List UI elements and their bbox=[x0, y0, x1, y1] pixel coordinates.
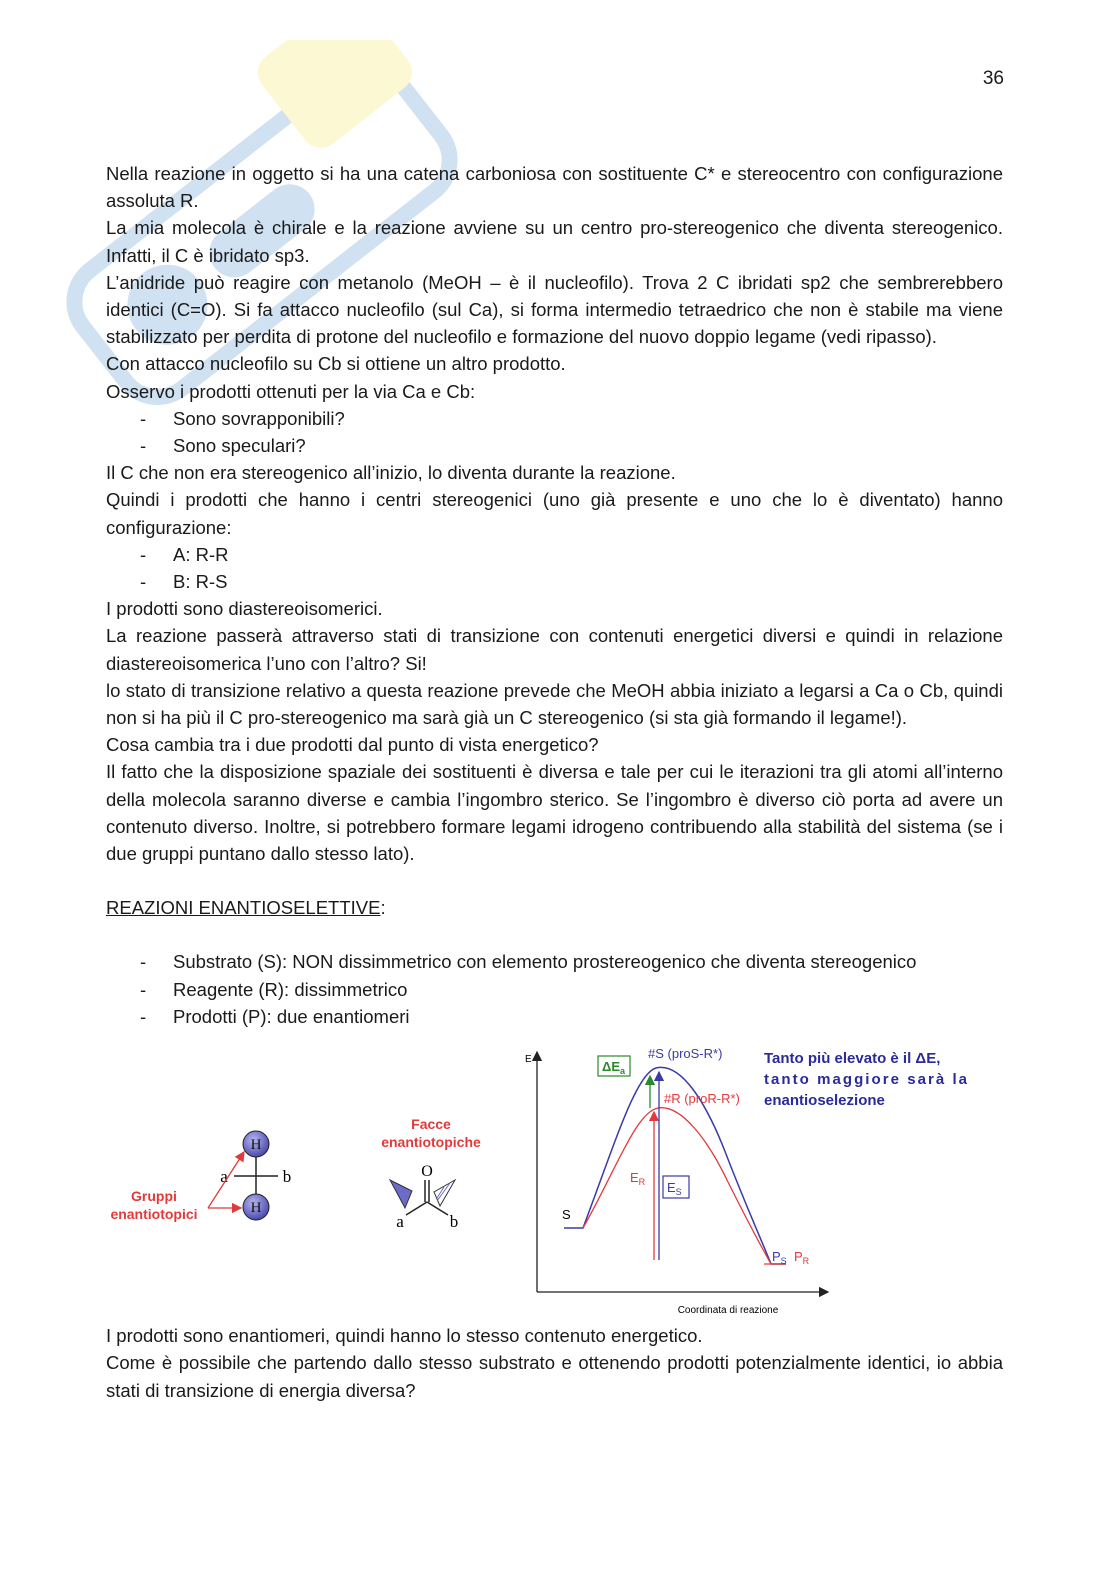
paragraph: Con attacco nucleofilo su Cb si ottiene un altro prodotto. bbox=[106, 353, 566, 375]
atom-h-bottom: H bbox=[250, 1200, 262, 1217]
note-line1: Tanto più elevato è il ΔE, bbox=[764, 1050, 941, 1068]
paragraph: Quindi i prodotti che hanno i centri stereogenici (uno già presente e uno che lo è diventato) hanno configurazione: bbox=[106, 489, 1003, 538]
enantiotopic-groups-diagram bbox=[110, 1131, 291, 1222]
document-body bbox=[106, 160, 1003, 1404]
product-s-label: $P_S$ bbox=[772, 1249, 787, 1267]
paragraph: La mia molecola è chirale e la reazione avviene su un centro pro-stereogenico che diventa stereogenico. Infatti, il C è ibridato sp3. bbox=[106, 217, 1003, 266]
section-heading-line bbox=[106, 894, 1003, 921]
list-item: - Sono sovrapponibili? bbox=[106, 405, 1003, 432]
start-s-label: S bbox=[562, 1207, 571, 1223]
section-heading: REAZIONI ENANTIOSELETTIVE bbox=[106, 897, 381, 919]
paragraph: Nella reazione in oggetto si ha una catena carboniosa con sostituente C* e stereocentro con configurazione assoluta R. bbox=[106, 163, 1003, 212]
x-axis-label: Coordinata di reazione bbox=[677, 1305, 779, 1317]
paragraph: Il C che non era stereogenico all’inizio, lo diventa durante la reazione. bbox=[106, 462, 676, 484]
section-heading-colon: : bbox=[380, 897, 386, 919]
e-r-label: $E_R$ bbox=[630, 1170, 646, 1188]
list-item: - Substrato (S): NON dissimmetrico con elemento prostereogenico che diventa stereogenico bbox=[106, 948, 1003, 975]
faces-label-line1: Facce bbox=[411, 1116, 451, 1133]
paragraph: L’anidride può reagire con metanolo (MeOH – è il nucleofilo). Trova 2 C ibridati sp2 che sembrerebbero identici (C=O). Si fa attacco nucleofilo (sul Ca), si forma intermedio tetraedrico che non è stabile ma viene stabilizzato per perdita di protone del nucleofilo e formazione del nuovo doppio legame (vedi ripasso). bbox=[106, 271, 1003, 348]
paragraph: Osservo i prodotti ottenuti per la via Ca e Cb: bbox=[106, 380, 476, 402]
face-substituent-b: b bbox=[449, 1212, 459, 1232]
list-item: - B: R-S bbox=[106, 568, 1003, 595]
face-wedge-left bbox=[390, 1180, 412, 1208]
atom-h-top: H bbox=[250, 1137, 262, 1154]
paragraph: Come è possibile che partendo dallo stesso substrato e ottenendo prodotti potenzialmente identici, io abbia stati di transizione di energia diversa? bbox=[106, 1352, 1003, 1401]
page-number: 36 bbox=[982, 68, 1004, 89]
energy-diagram bbox=[525, 1046, 968, 1316]
paragraph: lo stato di transizione relativo a questa reazione prevede che MeOH abbia iniziato a legarsi a Ca o Cb, quindi non si ha più il C pro-stereogenico ma sarà già un C stereogenico (si sta già formando il legame!). bbox=[106, 679, 1003, 729]
ts-r-label: #R (proR-R*) bbox=[664, 1091, 740, 1107]
enantiotopic-faces-diagram bbox=[381, 1116, 481, 1231]
y-axis-label: E bbox=[525, 1054, 532, 1066]
bullet-list bbox=[106, 405, 1003, 459]
paragraph: La reazione passerà attraverso stati di transizione con contenuti energetici diversi e quindi in relazione diastereoisomerica l’uno con l’altro? Si! bbox=[106, 625, 1003, 674]
paragraph: Il fatto che la disposizione spaziale dei sostituenti è diversa e tale per cui le iterazioni tra gli atomi all’interno della molecola saranno diverse e cambia l’ingombro sterico. Se l’ingombro è diverso ciò porta ad avere un contenuto diverso. Inoltre, si potrebbero formare legami idrogeno contribuendo alla stabilità del sistema (se i due gruppi puntano dallo stesso lato). bbox=[106, 761, 1003, 865]
paragraph: I prodotti sono enantiomeri, quindi hanno lo stesso contenuto energetico. bbox=[106, 1325, 703, 1347]
delta-e-label: $\Delta E_a$ bbox=[602, 1059, 626, 1077]
e-s-label: $E_S$ bbox=[667, 1180, 682, 1198]
substituent-a: a bbox=[220, 1167, 228, 1187]
bullet-list bbox=[106, 948, 1003, 1030]
bullet-list bbox=[106, 541, 1003, 595]
paragraph: I prodotti sono diastereoisomerici. bbox=[106, 598, 383, 620]
faces-label-line2: enantiotopiche bbox=[381, 1134, 481, 1151]
substituent-b: b bbox=[282, 1167, 292, 1187]
list-item: - Reagente (R): dissimmetrico bbox=[106, 976, 1003, 1003]
figure-enantioselective bbox=[106, 1030, 1003, 1322]
list-item: - A: R-R bbox=[106, 541, 1003, 568]
groups-label-line1: Gruppi bbox=[131, 1188, 177, 1205]
product-r-label: $P_R$ bbox=[794, 1249, 810, 1267]
figure-canvas bbox=[106, 1030, 1003, 1322]
atom-o: O bbox=[421, 1163, 433, 1181]
note-line3: enantioselezione bbox=[764, 1092, 885, 1110]
groups-label-line2: enantiotopici bbox=[110, 1206, 198, 1223]
list-item: - Sono speculari? bbox=[106, 432, 1003, 459]
face-wedge-right bbox=[434, 1180, 455, 1206]
list-item: - Prodotti (P): due enantiomeri bbox=[106, 1003, 1003, 1030]
paragraph: Cosa cambia tra i due prodotti dal punto di vista energetico? bbox=[106, 734, 599, 756]
ts-s-label: #S (proS-R*) bbox=[648, 1046, 723, 1062]
face-substituent-a: a bbox=[396, 1212, 404, 1232]
note-line2: tanto maggiore sarà la bbox=[764, 1071, 967, 1089]
